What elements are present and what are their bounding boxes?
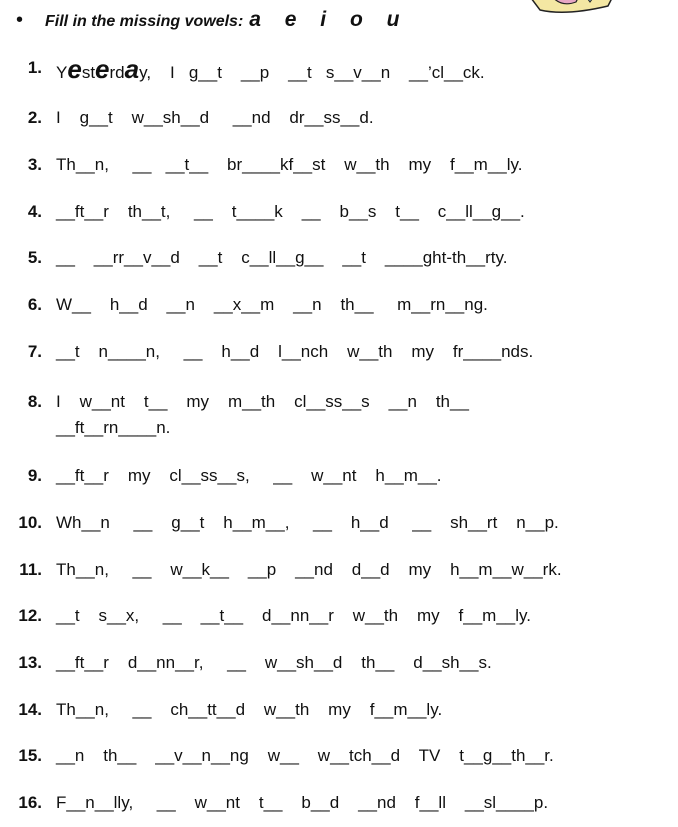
item-sentence: Th__n, __ __t__ br____kf__st w__th my f__m__ly. <box>56 155 523 174</box>
item-sentence: __ft__r my cl__ss__s, __ w__nt h__m__. <box>56 466 442 485</box>
item-sentence: __t s__x, __ __t__ d__nn__r w__th my f__m__ly. <box>56 606 531 625</box>
item-number: 6. <box>27 295 42 314</box>
item-number: 12. <box>18 606 42 625</box>
item-sentence: I w__nt t__ my m__th cl__ss__s __n th__ <box>56 392 469 411</box>
bullet: • <box>16 9 24 31</box>
item-sentence-continued: __ft__rn____n. <box>56 418 171 437</box>
item-number: 15. <box>18 746 42 765</box>
item-sentence: __ft__r th__t, __ t____k __ b__s t__ c__ll__g__. <box>56 202 525 221</box>
item-sentence: __n th__ __v__n__ng w__ w__tch__d TV t__g__th__r. <box>56 746 554 765</box>
item-number: 14. <box>18 700 42 719</box>
filled-vowel: e <box>67 54 82 84</box>
item-number: 16. <box>18 793 42 812</box>
item-number: 3. <box>27 155 42 174</box>
item-number: 9. <box>27 466 42 485</box>
item-sentence: __t n____n, __ h__d l__nch w__th my fr____nds. <box>56 342 534 361</box>
instruction-header <box>16 8 408 32</box>
item-number: 13. <box>18 653 42 672</box>
item-number: 2. <box>27 108 42 127</box>
vowel-list: a e i o u <box>249 8 409 31</box>
decorative-clipart <box>526 0 616 18</box>
item-sentence: W__ h__d __n __x__m __n th__ m__rn__ng. <box>56 295 488 314</box>
item-number: 5. <box>27 248 42 267</box>
item-sentence: Wh__n __ g__t h__m__, __ h__d __ sh__rt n__p. <box>56 513 559 532</box>
item-sentence: Th__n, __ ch__tt__d w__th my f__m__ly. <box>56 700 443 719</box>
item-sentence: __ __rr__v__d __t c__ll__g__ __t ____ght-th__rty. <box>56 248 508 267</box>
instruction-text: Fill in the missing vowels: <box>45 13 244 30</box>
item-number: 1. <box>27 58 42 77</box>
item-sentence: F__n__lly, __ w__nt t__ b__d __nd f__ll __sl____p. <box>56 793 549 812</box>
filled-vowel: e <box>95 54 110 84</box>
item-number: 8. <box>27 392 42 411</box>
example-sentence: Yesterday, I g__t __p __t s__v__n __’cl__ck. <box>56 54 485 84</box>
item-number: 11. <box>19 560 42 579</box>
filled-vowel: a <box>124 54 140 84</box>
item-number: 4. <box>27 202 42 221</box>
item-number: 7. <box>27 342 42 361</box>
item-sentence: I g__t w__sh__d __nd dr__ss__d. <box>56 108 374 127</box>
item-sentence: __ft__r d__nn__r, __ w__sh__d th__ d__sh__s. <box>56 653 492 672</box>
item-number: 10. <box>18 513 42 532</box>
item-sentence: Th__n, __ w__k__ __p __nd d__d my h__m__w__rk. <box>56 560 562 579</box>
